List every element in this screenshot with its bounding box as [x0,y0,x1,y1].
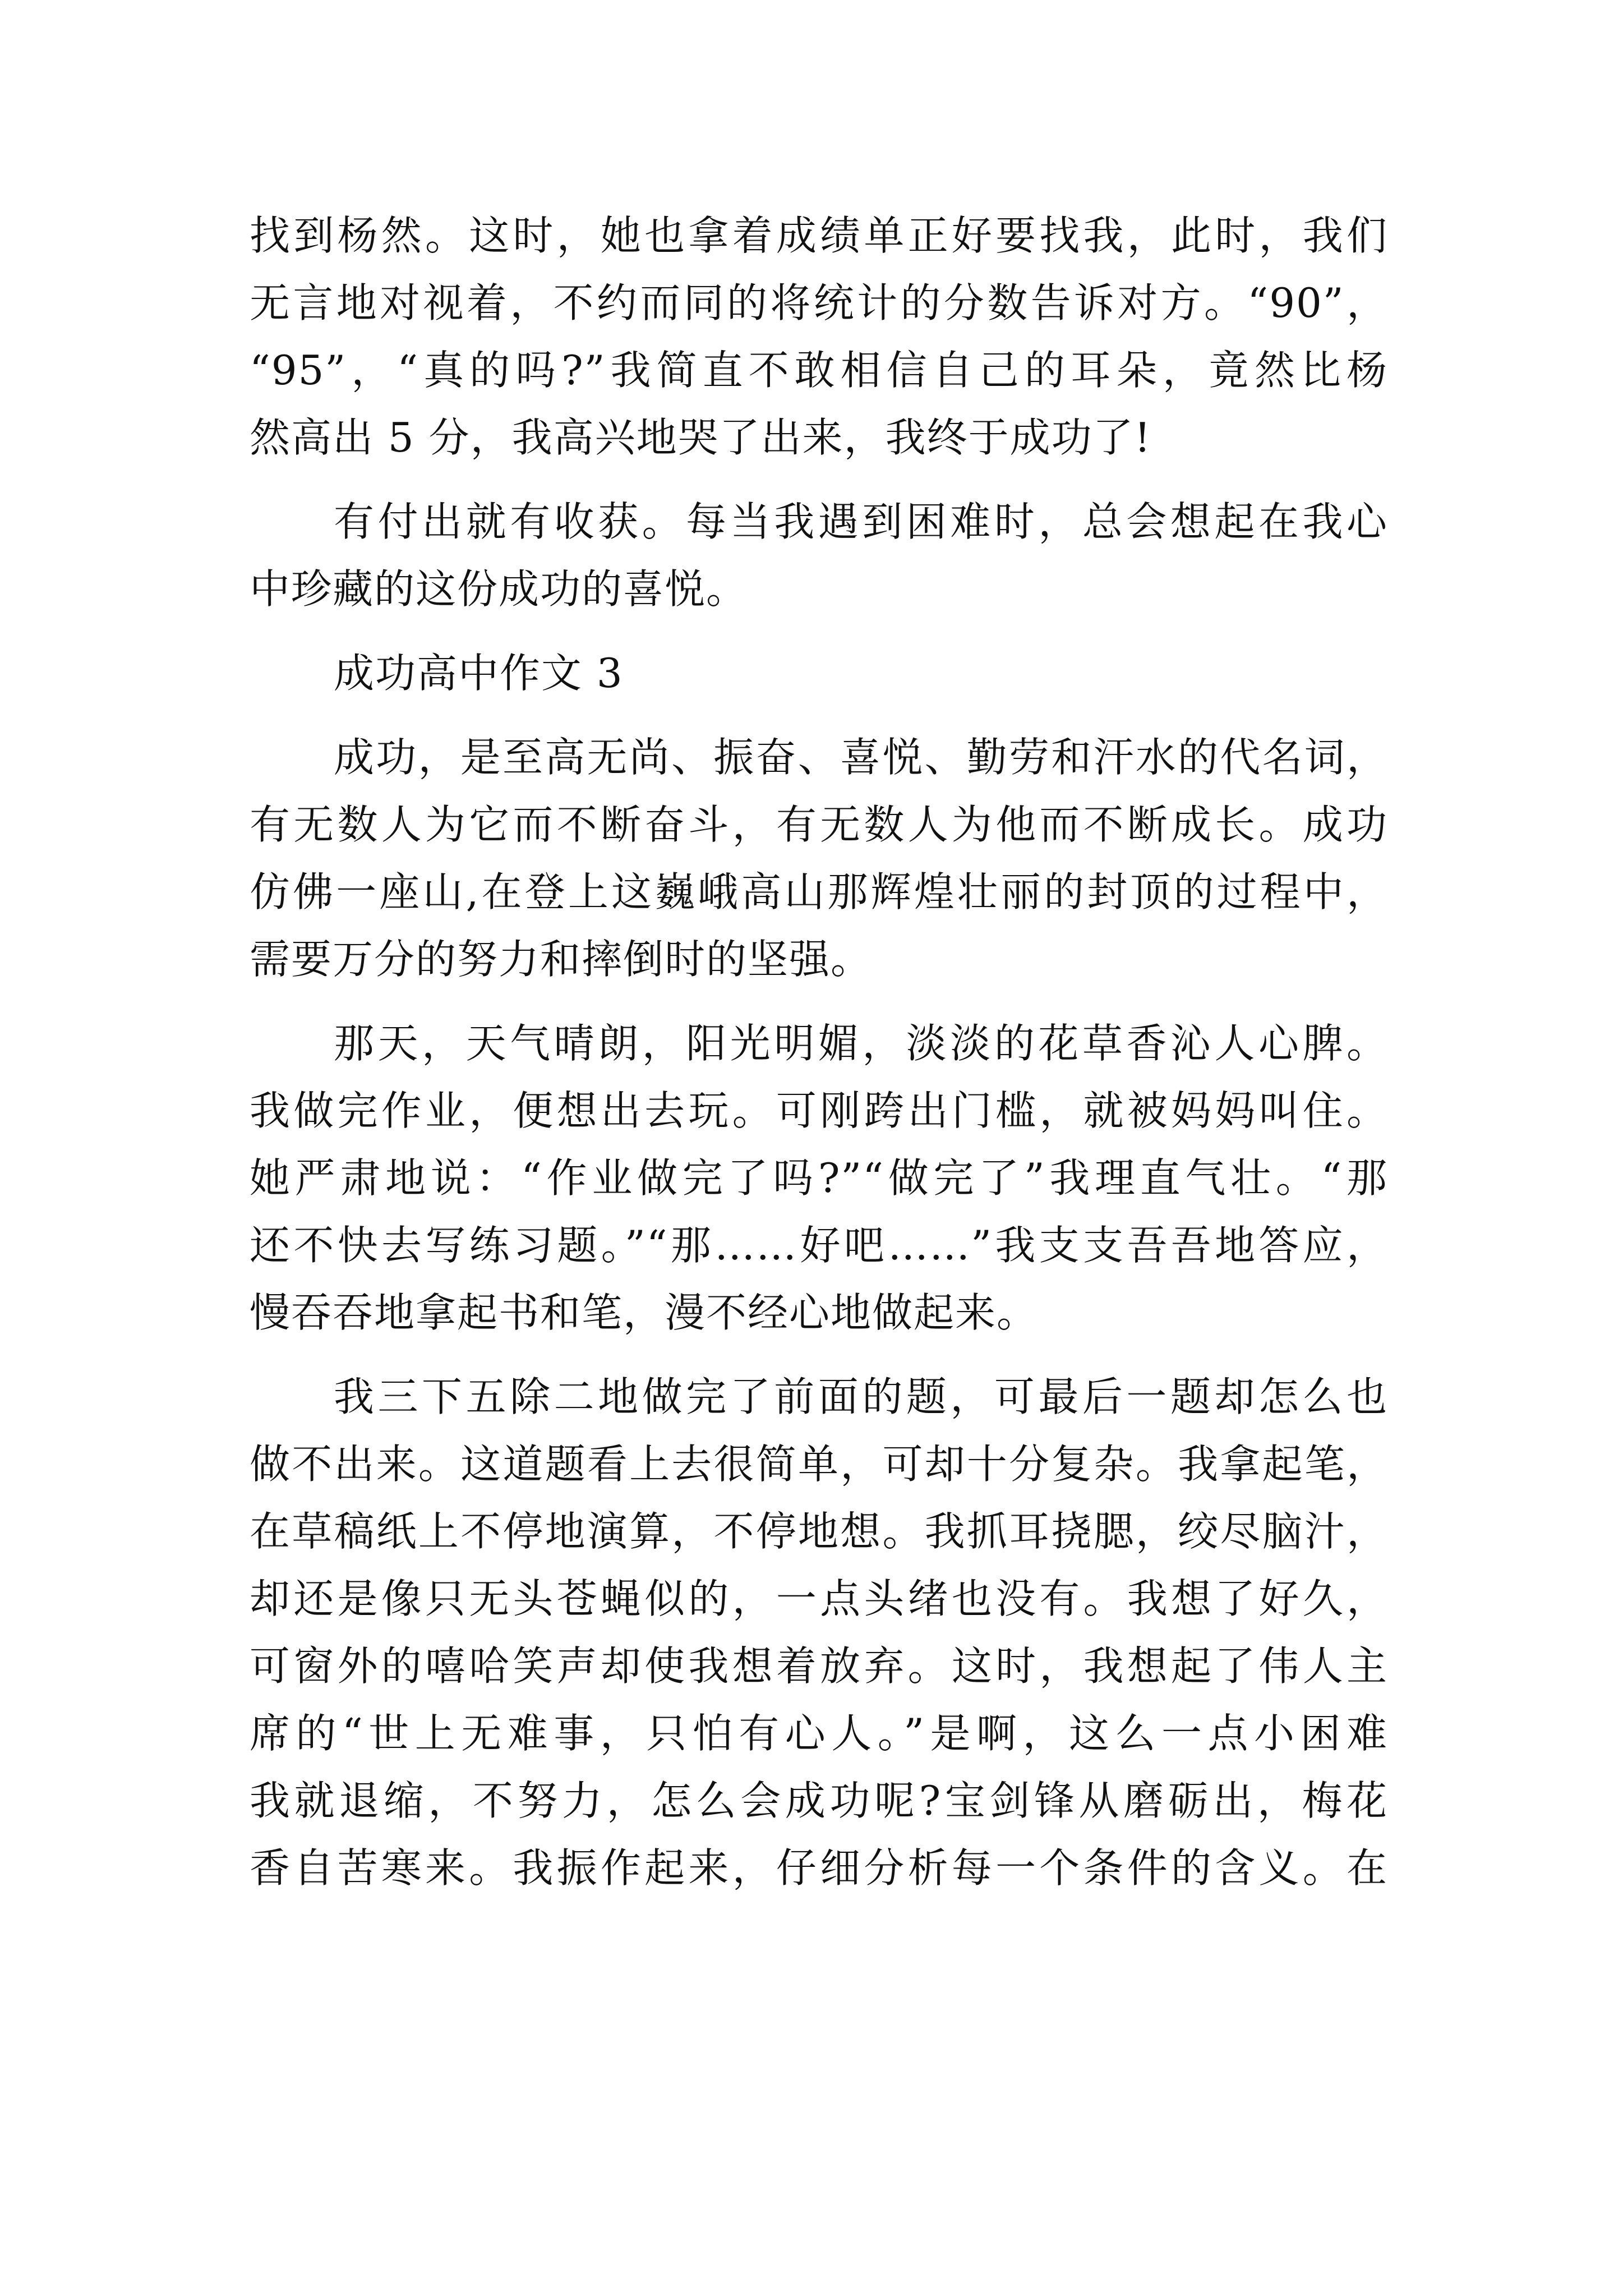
text-line: 可窗外的嘻哈笑声却使我想着放弃。这时，我想起了伟人主 [250,1642,1388,1690]
text-line: 她严肃地说：“作业做完了吗?”“做完了”我理直气壮。“那 [250,1154,1388,1202]
text-line: 做不出来。这道题看上去很简单，可却十分复杂。我拿起笔， [250,1441,1388,1488]
text-line: 中珍藏的这份成功的喜悦。 [250,565,748,613]
text-line: 我就退缩，不努力，怎么会成功呢?宝剑锋从磨砺出，梅花 [250,1777,1388,1824]
text-line: 找到杨然。这时，她也拿着成绩单正好要找我，此时，我们 [250,212,1388,259]
section-heading: 成功高中作文 3 [334,650,624,697]
text-line: 席的“世上无难事，只怕有心人。”是啊，这么一点小困难 [250,1710,1388,1757]
text-line: 需要万分的努力和摔倒时的坚强。 [250,936,873,983]
text-line: 有无数人为它而不断奋斗，有无数人为他而不断成长。成功 [250,801,1388,848]
paragraph-first-line: 有付出就有收获。每当我遇到困难时，总会想起在我心 [334,498,1388,545]
text-line: 却还是像只无头苍蝇似的，一点头绪也没有。我想了好久， [250,1575,1388,1622]
text-line: 然高出 5 分，我高兴地哭了出来，我终于成功了! [250,414,1152,461]
text-line: 仿佛一座山,在登上这巍峨高山那辉煌壮丽的封顶的过程中， [250,868,1388,915]
paragraph-first-line: 成功，是至高无尚、振奋、喜悦、勤劳和汗水的代名词， [334,734,1388,781]
text-line: 香自苦寒来。我振作起来，仔细分析每一个条件的含义。在 [250,1844,1388,1892]
text-line: 在草稿纸上不停地演算，不停地想。我抓耳挠腮，绞尽脑汁， [250,1508,1388,1555]
paragraph-first-line: 我三下五除二地做完了前面的题，可最后一题却怎么也 [334,1373,1388,1420]
text-line: 慢吞吞地拿起书和笔，漫不经心地做起来。 [250,1289,1039,1336]
text-line: 还不快去写练习题。”“那……好吧……”我支支吾吾地答应， [250,1222,1388,1269]
text-line: 我做完作业，便想出去玩。可刚跨出门槛，就被妈妈叫住。 [250,1087,1388,1134]
document-body [250,202,1388,1902]
text-line: 无言地对视着，不约而同的将统计的分数告诉对方。“90”， [250,279,1388,326]
text-line: “95”，“真的吗?”我简直不敢相信自己的耳朵，竟然比杨 [250,347,1388,394]
paragraph-first-line: 那天，天气晴朗，阳光明媚，淡淡的花草香沁人心脾。 [334,1020,1388,1067]
